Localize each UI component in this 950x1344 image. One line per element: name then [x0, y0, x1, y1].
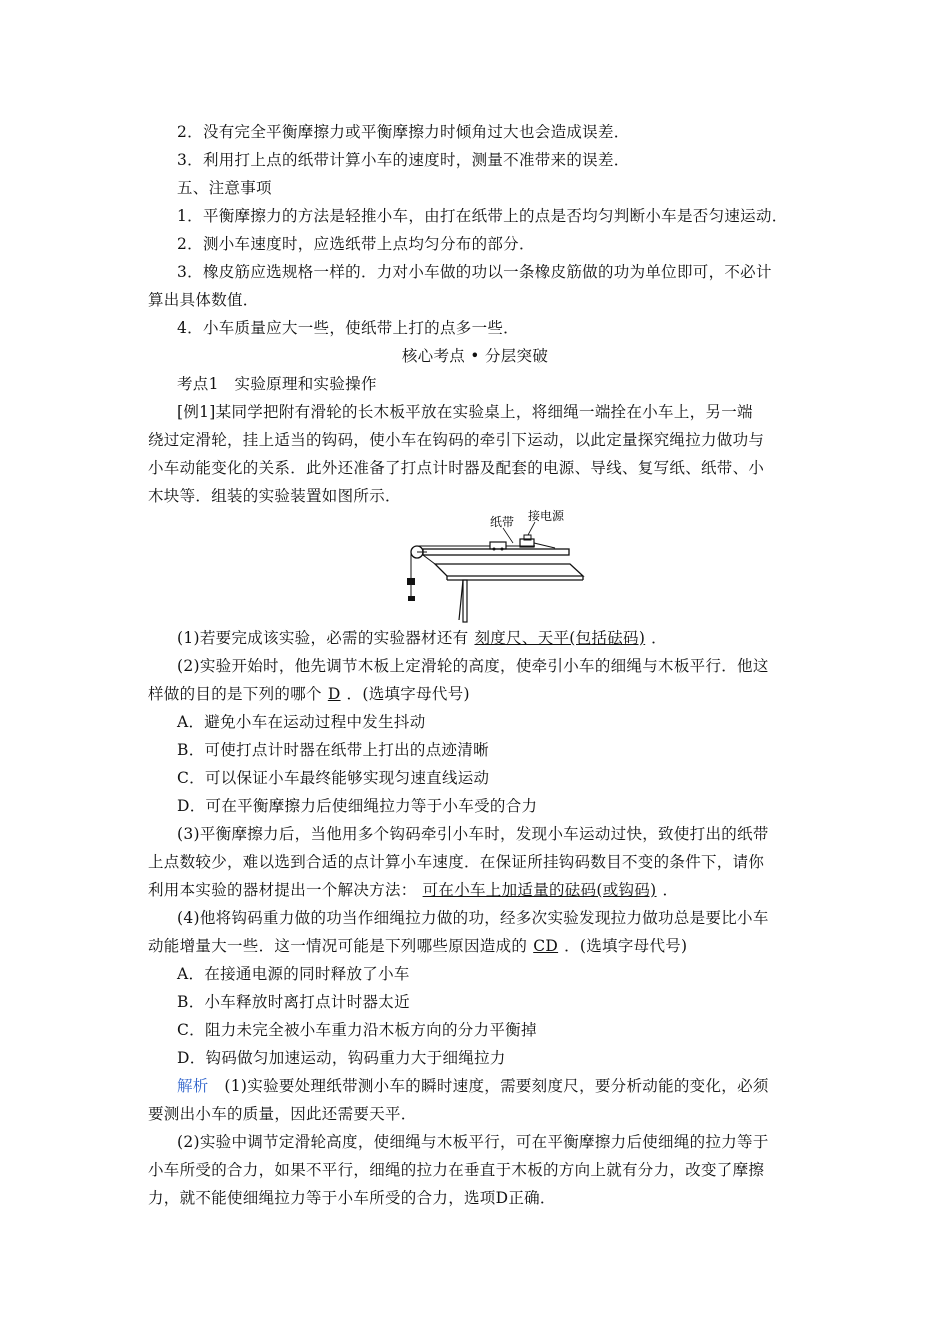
question-3-line-2: 上点数较少，难以选到合适的点计算小车速度．在保证所挂钩码数目不变的条件下，请你 — [148, 853, 765, 871]
example-line-3: 小车动能变化的关系．此外还准备了打点计时器及配套的电源、导线、复写纸、纸带、小 — [148, 459, 765, 477]
note-item-2: 2．测小车速度时，应选纸带上点均匀分布的部分． — [177, 235, 535, 253]
question-2-answer: D — [327, 685, 341, 703]
question-1-answer: 刻度尺、天平(包括砝码) — [474, 629, 646, 647]
question-2-line-1: (2)实验开始时，他先调节木板上定滑轮的高度，使牵引小车的细绳与木板平行．他这 — [177, 657, 769, 675]
question-4-hint: ．(选填字母代号) — [564, 937, 688, 955]
question-2-line-2 — [148, 684, 470, 704]
question-2-option-c: C．可以保证小车最终能够实现匀速直线运动 — [177, 769, 490, 787]
question-3-line-3 — [148, 880, 678, 900]
question-3-line-1: (3)平衡摩擦力后，当他用多个钩码牵引小车时，发现小车运动过快，致使打出的纸带 — [177, 825, 769, 843]
label-power: 接电源 — [528, 509, 565, 523]
question-2-option-a: A．避免小车在运动过程中发生抖动 — [177, 713, 426, 731]
question-3-prompt: 利用本实验的器材提出一个解决方法： — [148, 881, 417, 899]
analysis-label: 解析 — [177, 1077, 209, 1095]
note-item-1: 1．平衡摩擦力的方法是轻推小车，由打在纸带上的点是否均匀判断小车是否匀速运动． — [177, 207, 788, 225]
notes-heading: 五、注意事项 — [177, 179, 272, 197]
analysis-paragraph-1-line-1 — [177, 1076, 769, 1096]
analysis-paragraph-2-line-1: (2)实验中调节定滑轮高度，使细绳与木板平行，可在平衡摩擦力后使细绳的拉力等于 — [177, 1133, 769, 1151]
question-2-option-d: D．可在平衡摩擦力后使细绳拉力等于小车受的合力 — [177, 797, 538, 815]
question-4-option-c: C．阻力未完全被小车重力沿木板方向的分力平衡掉 — [177, 1021, 537, 1039]
question-3-answer: 可在小车上加适量的砝码(或钩码) — [422, 881, 657, 899]
analysis-paragraph-2-line-2: 小车所受的合力，如果不平行，细绳的拉力在垂直于木板的方向上就有分力，改变了摩擦 — [148, 1161, 765, 1179]
note-item-3-line-2: 算出具体数值． — [148, 291, 259, 309]
error-item-3: 3．利用打上点的纸带计算小车的速度时，测量不准带来的误差． — [177, 151, 630, 169]
note-item-4: 4．小车质量应大一些，使纸带上打的点多一些． — [177, 319, 519, 337]
experiment-apparatus-figure — [395, 508, 585, 628]
analysis-paragraph-1-text: (1)实验要处理纸带测小车的瞬时速度，需要刻度尺，要分析动能的变化，必须 — [208, 1077, 769, 1095]
question-1-end: ． — [651, 629, 667, 647]
question-4-prompt: 动能增量大一些．这一情况可能是下列哪些原因造成的 — [148, 937, 528, 955]
question-4-line-1: (4)他将钩码重力做的功当作细绳拉力做的功，经多次实验发现拉力做功总是要比小车 — [177, 909, 769, 927]
analysis-paragraph-2-line-3: 力，就不能使细绳拉力等于小车所受的合力，选项D正确． — [148, 1189, 556, 1207]
note-item-3-line-1: 3．橡皮筋应选规格一样的．力对小车做的功以一条橡皮筋做的功为单位即可，不必计 — [177, 263, 772, 281]
section-title: 核心考点 • 分层突破 — [401, 347, 549, 365]
error-item-2: 2．没有完全平衡摩擦力或平衡摩擦力时倾角过大也会造成误差． — [177, 123, 630, 141]
example-line-1: [例1]某同学把附有滑轮的长木板平放在实验桌上，将细绳一端拴在小车上，另一端 — [177, 403, 753, 421]
question-4-option-b: B．小车释放时离打点计时器太近 — [177, 993, 410, 1011]
question-3-end: ． — [662, 881, 679, 899]
label-tape: 纸带 — [490, 515, 515, 529]
question-2-hint: ．(选填字母代号) — [346, 685, 470, 703]
topic-title: 考点1 实验原理和实验操作 — [177, 375, 377, 393]
question-2-prompt: 样做的目的是下列的哪个 — [148, 685, 322, 703]
question-1-text: (1)若要完成该实验，必需的实验器材还有 — [177, 629, 469, 647]
analysis-paragraph-1-line-2: 要测出小车的质量，因此还需要天平． — [148, 1105, 417, 1123]
question-1 — [177, 628, 667, 648]
question-4-line-2 — [148, 936, 687, 956]
question-2-option-b: B．可使打点计时器在纸带上打出的点迹清晰 — [177, 741, 489, 759]
example-line-2: 绕过定滑轮，挂上适当的钩码，使小车在钩码的牵引下运动，以此定量探究绳拉力做功与 — [148, 431, 765, 449]
example-line-4: 木块等．组装的实验装置如图所示． — [148, 487, 401, 505]
question-4-option-d: D．钩码做匀加速运动，钩码重力大于细绳拉力 — [177, 1049, 506, 1067]
question-4-option-a: A．在接通电源的同时释放了小车 — [177, 965, 410, 983]
question-4-answer: CD — [533, 937, 559, 955]
